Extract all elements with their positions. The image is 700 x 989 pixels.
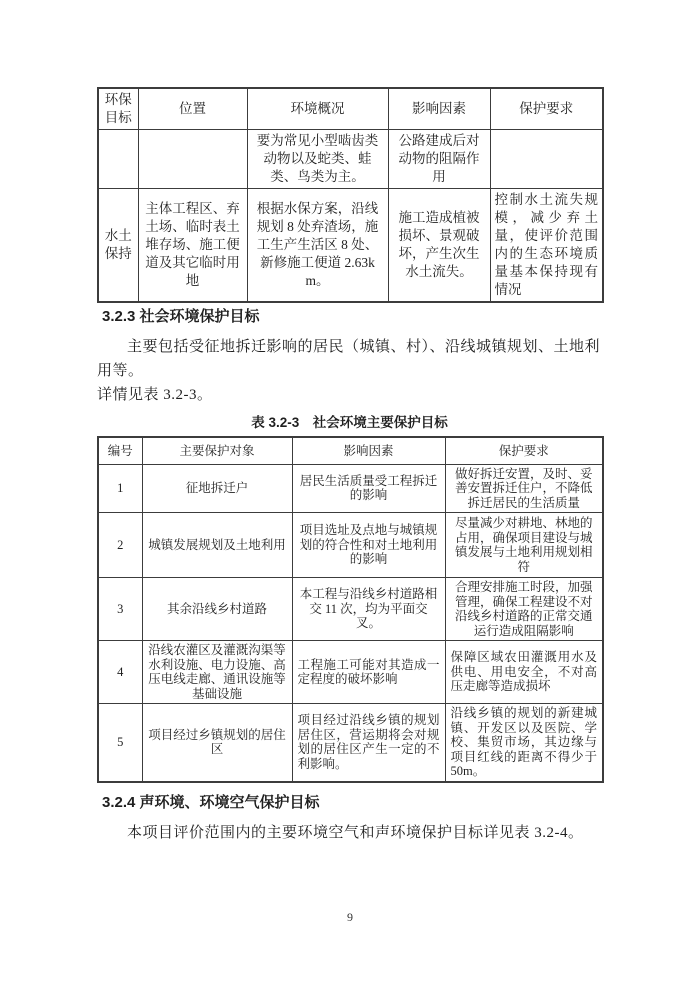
column-header: 位置 (138, 88, 247, 130)
cell: 主体工程区、弃土场、临时表土堆存场、施工便道及其它临时用地 (138, 189, 247, 303)
table-row (98, 130, 603, 189)
cell: 其余沿线乡村道路 (142, 578, 292, 641)
column-header: 环保目标 (98, 88, 138, 130)
cell: 控制水土流失规模，减少弃土量，使评价范围内的生态环境质量基本保持现有情况 (490, 189, 603, 303)
paragraph-line: 本项目评价范围内的主要环境空气和声环境保护目标详见表 3.2-4。 (127, 824, 584, 841)
table-row (98, 641, 603, 704)
social-protection-table (97, 436, 604, 783)
cell: 保障区域农田灌溉用水及供电、用电安全，不对高压走廊等造成损坏 (445, 641, 603, 704)
page-number: 9 (347, 910, 353, 924)
cell: 沿线乡镇的规划的新建城镇、开发区以及医院、学校、集贸市场，其边缘与项目红线的距离不得少于 50m。 (445, 704, 603, 782)
paragraph-line: 详情见表 3.2-3。 (97, 387, 213, 403)
section-heading-3-2-4: 3.2.4 声环境、环境空气保护目标 (102, 793, 320, 811)
document-content (97, 0, 602, 845)
cell (138, 130, 247, 189)
cell: 尽量减少对耕地、林地的占用，确保项目建设与城镇发展与土地利用规划相符 (445, 513, 603, 578)
table-row (98, 464, 603, 513)
cell: 项目经过乡镇规划的居住区 (142, 704, 292, 782)
cell: 合理安排施工时段，加强管理，确保工程建设不对沿线乡村道路的正常交通运行造成阻隔影响 (445, 578, 603, 641)
cell: 征地拆迁户 (142, 464, 292, 513)
cell: 5 (98, 704, 142, 782)
cell (490, 130, 603, 189)
section-3-2-4-paragraph (97, 821, 602, 845)
cell: 项目经过沿线乡镇的规划居住区，营运期将会对规划的居住区产生一定的不利影响。 (292, 704, 445, 782)
table-header-row (98, 437, 603, 464)
cell: 公路建成后对动物的阻隔作用 (388, 130, 490, 189)
cell: 沿线农灌区及灌溉沟渠等水利设施、电力设施、高压电线走廊、通讯设施等基础设施 (142, 641, 292, 704)
table-3-2-3-caption: 表 3.2-3 社会环境主要保护目标 (251, 415, 448, 430)
column-header: 保护要求 (445, 437, 603, 464)
table-row (98, 189, 603, 303)
cell: 2 (98, 513, 142, 578)
cell: 1 (98, 464, 142, 513)
cell: 本工程与沿线乡村道路相交 11 次，均为平面交叉。 (292, 578, 445, 641)
column-header: 主要保护对象 (142, 437, 292, 464)
cell: 4 (98, 641, 142, 704)
table-row (98, 704, 603, 782)
cell: 水土保持 (98, 189, 138, 303)
column-header: 编号 (98, 437, 142, 464)
section-3-2-3-paragraph (97, 335, 602, 407)
cell: 项目选址及点地与城镇规划的符合性和对土地利用的影响 (292, 513, 445, 578)
cell: 3 (98, 578, 142, 641)
paragraph-line: 主要包括受征地拆迁影响的居民（城镇、村）、沿线城镇规划、土地利用等。 (97, 339, 601, 379)
cell: 城镇发展规划及土地利用 (142, 513, 292, 578)
section-heading-3-2-3: 3.2.3 社会环境保护目标 (102, 308, 260, 325)
column-header: 影响因素 (292, 437, 445, 464)
cell: 做好拆迁安置，及时、妥善安置拆迁住户，不降低拆迁居民的生活质量 (445, 464, 603, 513)
cell: 工程施工可能对其造成一定程度的破坏影响 (292, 641, 445, 704)
column-header: 影响因素 (388, 88, 490, 130)
table-row (98, 513, 603, 578)
cell: 要为常见小型啮齿类动物以及蛇类、蛙类、鸟类为主。 (247, 130, 388, 189)
table-header-row (98, 88, 603, 130)
column-header: 保护要求 (490, 88, 603, 130)
table-row (98, 578, 603, 641)
cell: 根据水保方案，沿线规划 8 处弃渣场，施工生产生活区 8 处、新修施工便道 2.63km。 (247, 189, 388, 303)
eco-protection-table (97, 87, 604, 303)
cell: 居民生活质量受工程拆迁的影响 (292, 464, 445, 513)
cell (98, 130, 138, 189)
cell: 施工造成植被损坏、景观破坏，产生次生水土流失。 (388, 189, 490, 303)
column-header: 环境概况 (247, 88, 388, 130)
